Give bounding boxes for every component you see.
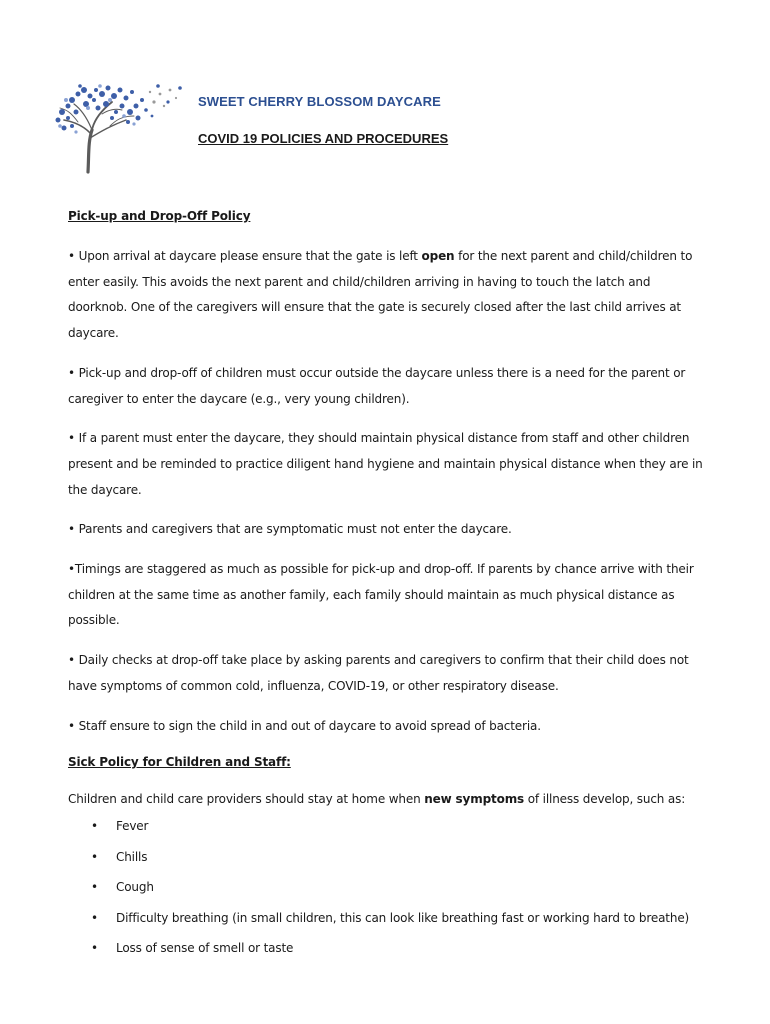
bullet-icon: •	[91, 880, 98, 895]
pickup-policy-heading: Pick-up and Drop-Off Policy	[68, 209, 251, 223]
policy-paragraph-timings: •Timings are staggered as much as possible for pick-up and drop-off. If parents by chance arrive with their children at the same time as another family, each family should maintain as much physical distance as possible.	[68, 562, 694, 628]
sick-policy-heading: Sick Policy for Children and Staff:	[68, 755, 291, 770]
policy-paragraph-sign-in: • Staff ensure to sign the child in and out of daycare to avoid spread of bacteria.	[68, 718, 541, 733]
bullet-icon: •	[91, 941, 98, 956]
list-item: • Difficulty breathing (in small children, this can look like breathing fast or working hard to breathe)	[91, 910, 690, 925]
list-item: • Chills	[91, 849, 148, 864]
document-body	[68, 207, 708, 970]
list-item: • Cough	[91, 880, 154, 895]
bullet-icon: •	[91, 819, 98, 834]
list-item: • Fever	[91, 819, 149, 834]
document-title: COVID 19 POLICIES AND PROCEDURES	[198, 131, 449, 146]
policy-paragraph-gate: • Upon arrival at daycare please ensure that the gate is left open for the next parent and child/children to enter easily. This avoids the next parent and child/children arriving in having to touch the latch and doorknob. One of the caregivers will ensure that the gate is securely closed after the last child arrives at daycare.	[68, 249, 693, 341]
bullet-icon: •	[91, 849, 98, 864]
policy-paragraph-entry: • If a parent must enter the daycare, they should maintain physical distance from staff and other children present and be reminded to practice diligent hand hygiene and maintain physical distance when they are in the daycare.	[68, 431, 703, 497]
list-item: • Loss of sense of smell or taste	[91, 941, 294, 956]
sick-policy-intro: Children and child care providers should stay at home when new symptoms of illness develop, such as:	[68, 792, 686, 807]
daycare-name: SWEET CHERRY BLOSSOM DAYCARE	[198, 94, 441, 109]
bullet-icon: •	[91, 910, 98, 925]
policy-paragraph-daily-checks: • Daily checks at drop-off take place by asking parents and caregivers to confirm that their child does not have symptoms of common cold, influenza, COVID-19, or other respiratory disease.	[68, 653, 689, 693]
cherry-blossom-tree-icon	[50, 82, 185, 174]
symptom-list	[68, 817, 708, 957]
policy-paragraph-outside: • Pick-up and drop-off of children must occur outside the daycare unless there is a need for the parent or caregiver to enter the daycare (e.g., very young children).	[68, 365, 686, 406]
policy-paragraph-symptomatic: • Parents and caregivers that are symptomatic must not enter the daycare.	[68, 522, 512, 537]
